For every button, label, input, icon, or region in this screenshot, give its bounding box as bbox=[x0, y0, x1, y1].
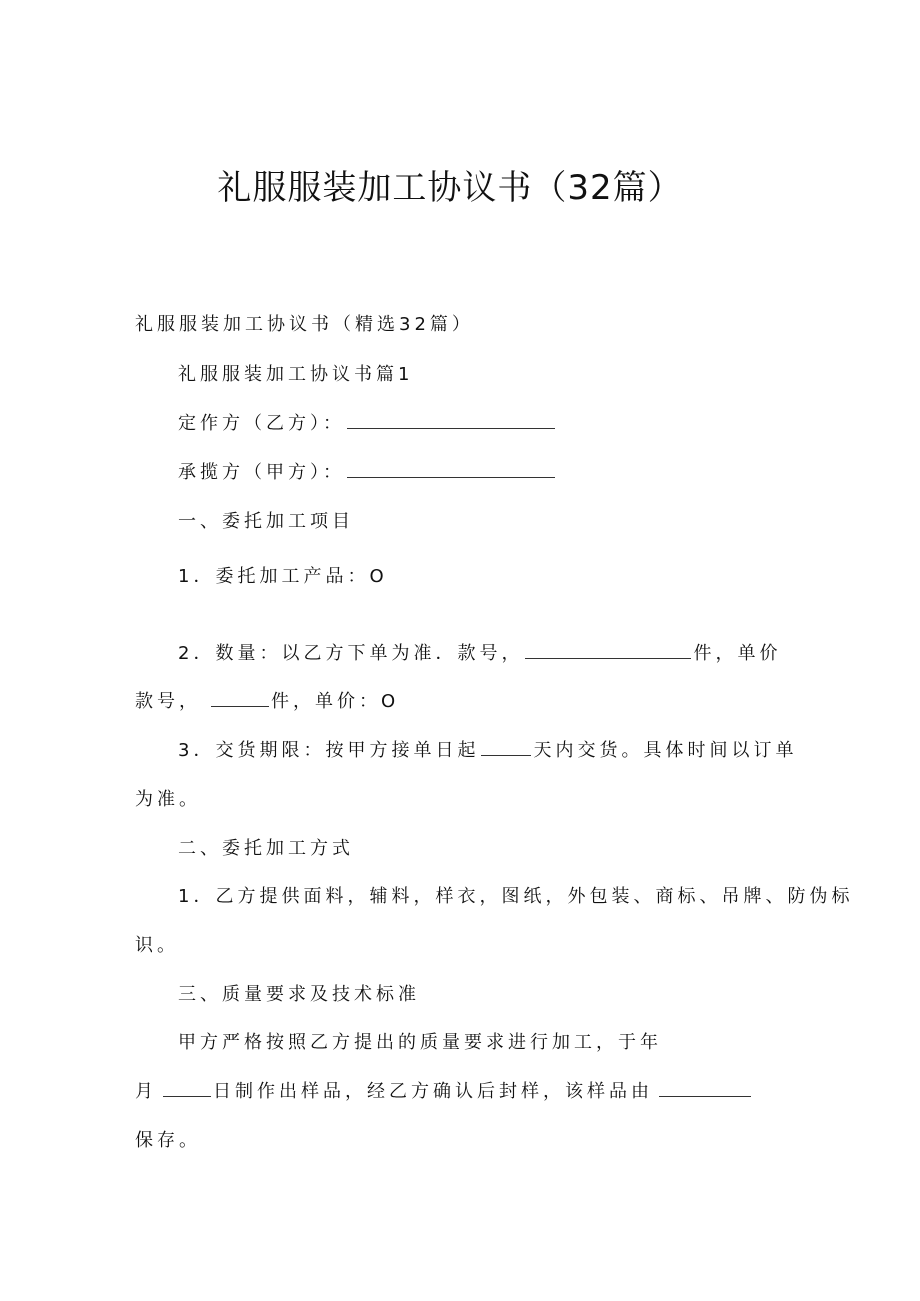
item-1-3-line-2: 为准。 bbox=[135, 789, 201, 810]
item-2-1-line-2: 识。 bbox=[135, 935, 179, 956]
item-2-1-line-1: 1．乙方提供面料，辅料，样衣，图纸，外包装、商标、吊牌、防伪标 bbox=[178, 886, 854, 907]
item-1-3-line-1 bbox=[178, 739, 797, 763]
party-b-blank[interactable] bbox=[347, 412, 555, 429]
heading-2: 二、委托加工方式 bbox=[178, 838, 354, 859]
para-3-line-3: 保存。 bbox=[135, 1130, 201, 1151]
item-1-2-blank-2[interactable] bbox=[211, 690, 269, 707]
party-b-line bbox=[178, 412, 557, 436]
para-3-text-b: 日制作出样品，经乙方确认后封样，该样品由 bbox=[213, 1081, 653, 1102]
item-1-1: 1．委托加工产品：O bbox=[178, 566, 388, 587]
heading-1: 一、委托加工项目 bbox=[178, 511, 354, 532]
item-1-2-text-a: 2．数量：以乙方下单为准．款号， bbox=[178, 643, 524, 664]
para-3-blank-holder[interactable] bbox=[659, 1080, 751, 1097]
para-3-text-month: 月 bbox=[135, 1081, 157, 1102]
item-1-3-text-b: 天内交货。具体时间以订单 bbox=[533, 740, 798, 761]
item-1-2-text-b: 件，单价 bbox=[693, 643, 782, 664]
party-b-label: 定作方（乙方）： bbox=[178, 413, 345, 434]
party-a-label: 承揽方（甲方）： bbox=[178, 462, 345, 483]
para-3-line-2 bbox=[135, 1080, 753, 1104]
item-1-3-text-a: 3．交货期限：按甲方接单日起 bbox=[178, 740, 480, 761]
para-3-line-1: 甲方严格按照乙方提出的质量要求进行加工，于年 bbox=[178, 1032, 662, 1053]
item-1-2-blank-1[interactable] bbox=[525, 642, 691, 659]
section-title: 礼服服装加工协议书篇1 bbox=[178, 364, 414, 385]
document-title: 礼服服装加工协议书（32篇） bbox=[217, 168, 683, 208]
item-1-2-text-d: 件，单价：O bbox=[271, 691, 400, 712]
item-1-2-line-2 bbox=[135, 690, 399, 714]
para-3-blank-day[interactable] bbox=[163, 1080, 211, 1097]
item-1-2-text-c: 款号， bbox=[135, 691, 201, 712]
party-a-blank[interactable] bbox=[347, 461, 555, 478]
item-1-2-line-1 bbox=[178, 642, 781, 666]
document-subtitle: 礼服服装加工协议书（精选32篇） bbox=[135, 314, 474, 335]
item-1-3-blank[interactable] bbox=[481, 739, 531, 756]
party-a-line bbox=[178, 461, 557, 485]
heading-3: 三、质量要求及技术标准 bbox=[178, 984, 420, 1005]
